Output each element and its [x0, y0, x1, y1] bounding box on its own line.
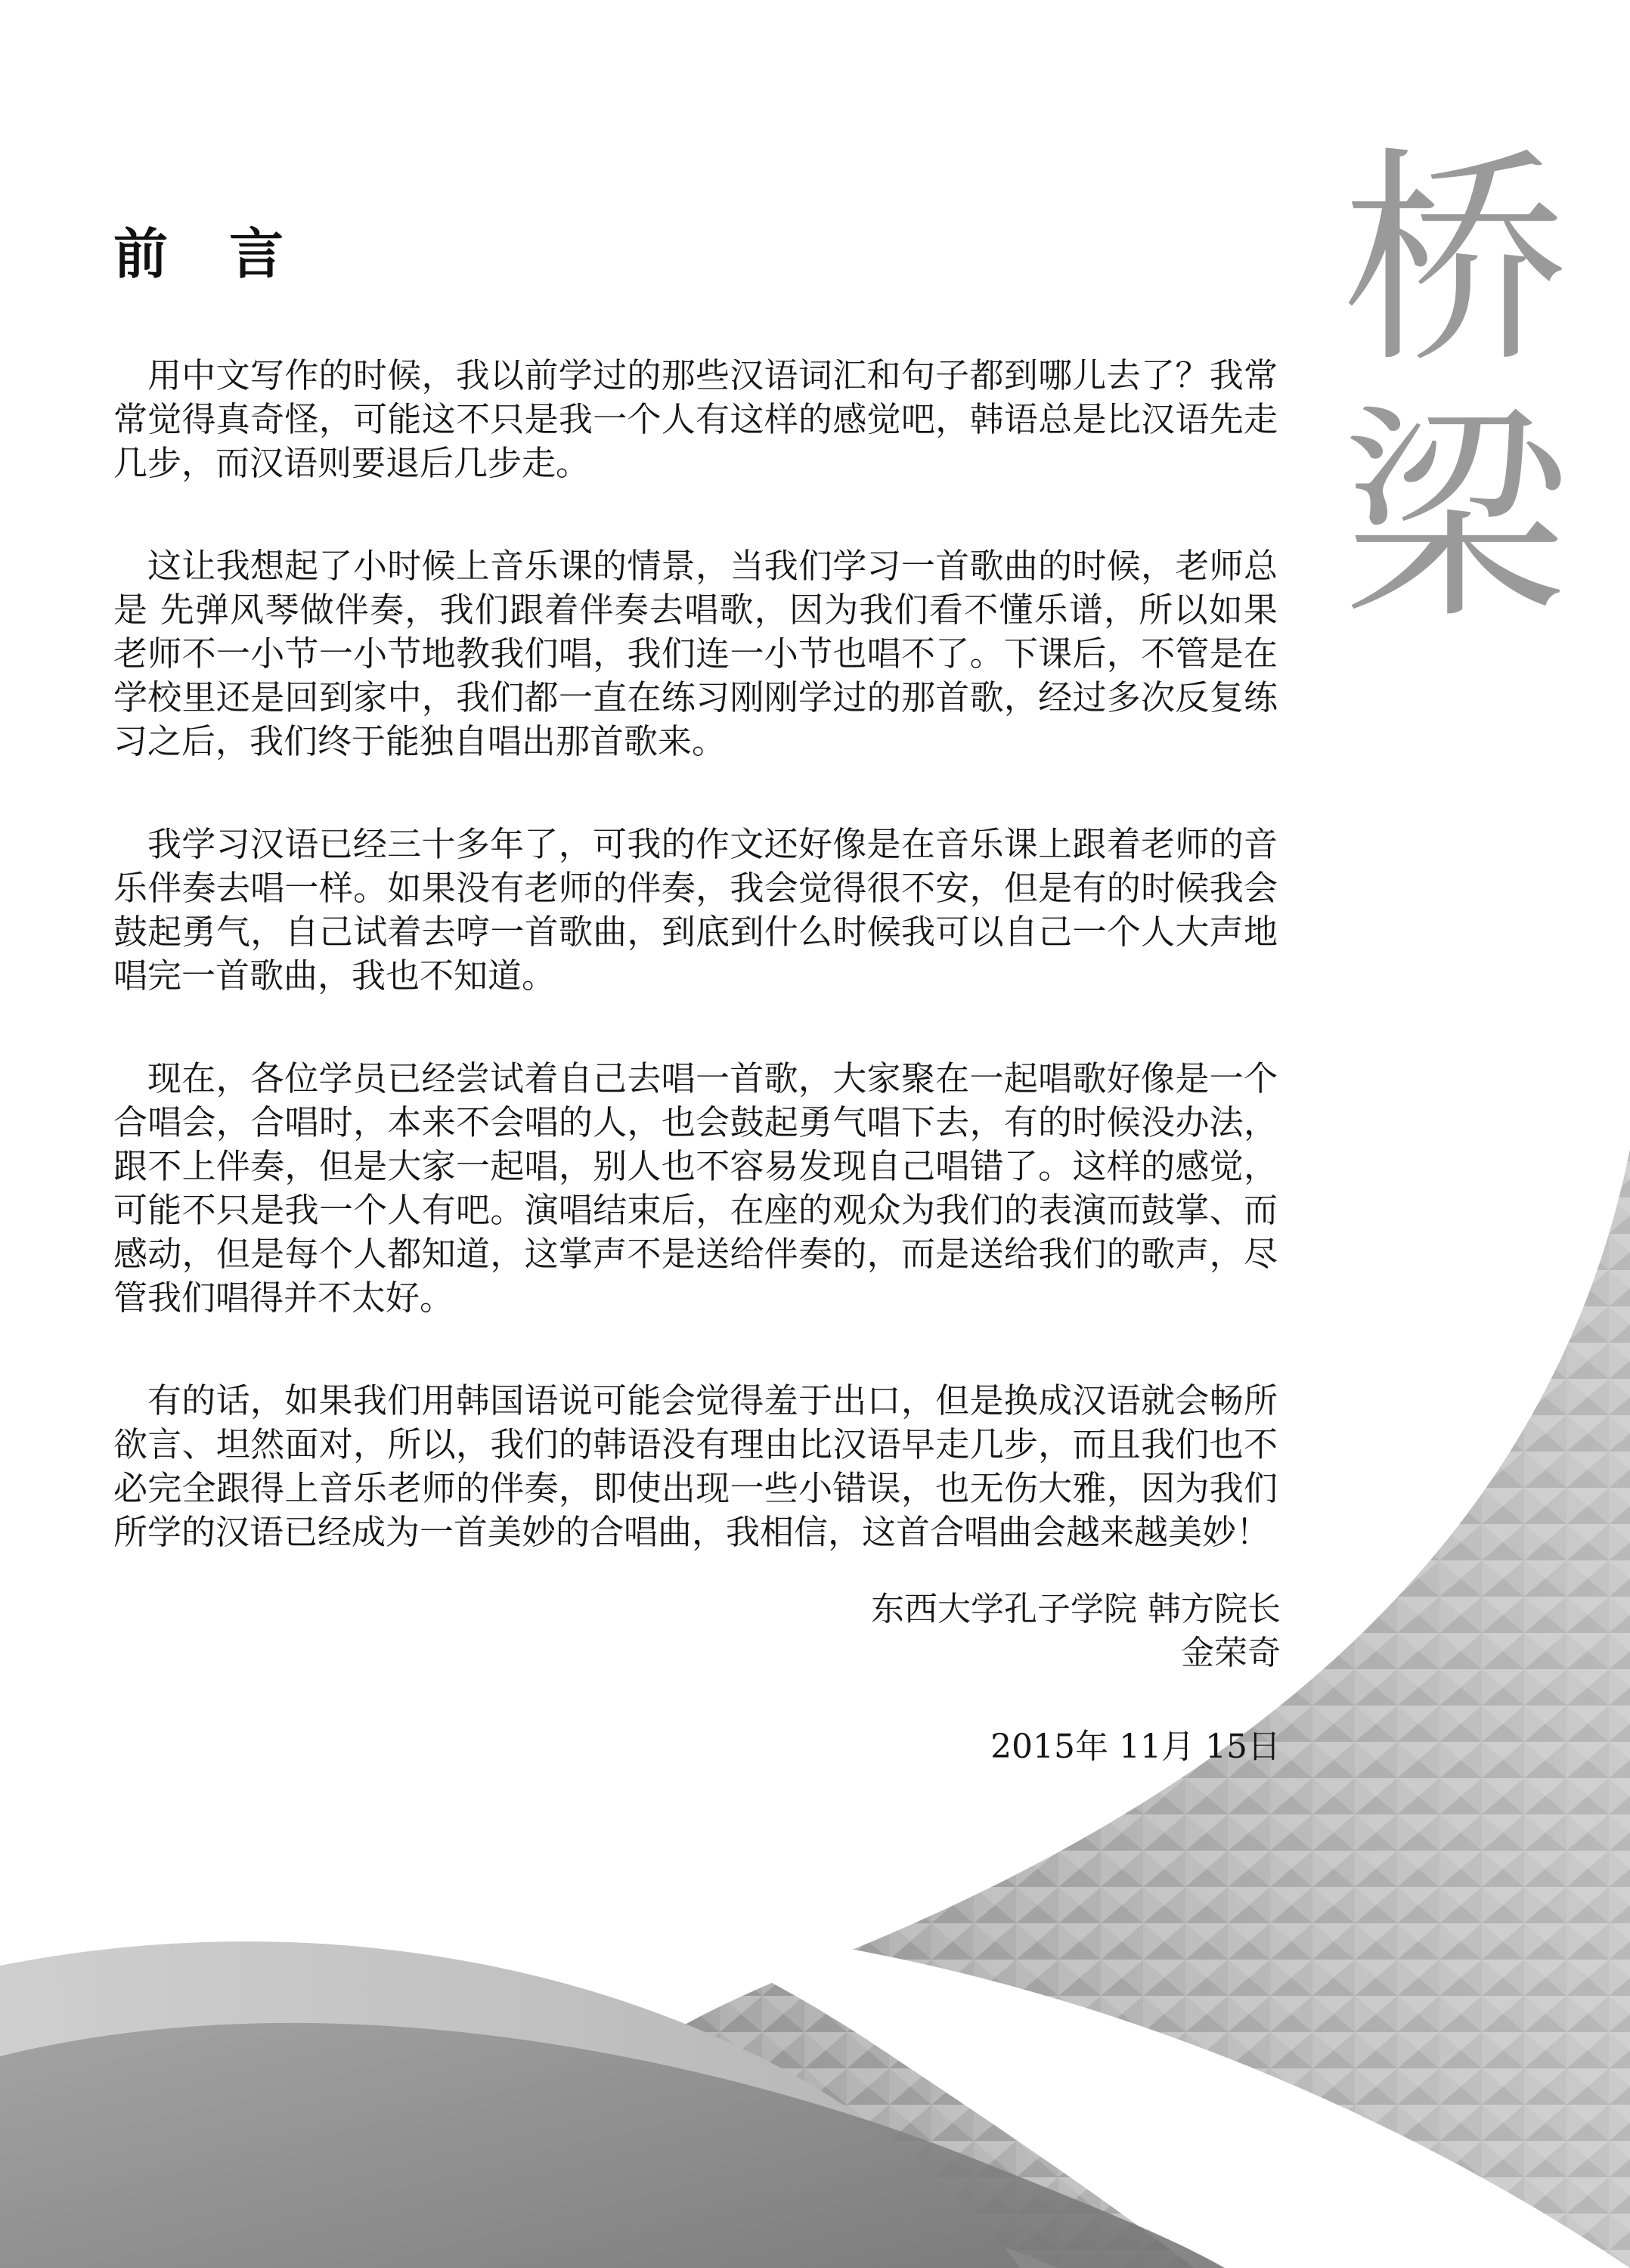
paragraph: 有的话，如果我们用韩国语说可能会觉得羞于出口，但是换成汉语就会畅所欲言、坦然面对，所以，我们的韩语没有理由比汉语早走几步，而且我们也不必完全跟得上音乐老师的伴奏，即使出现一些小错误，也无伤大雅，因为我们所学的汉语已经成为一首美妙的合唱曲，我相信，这首合唱曲会越来越美妙！	[113, 1380, 1278, 1552]
signature-name: 金荣奇	[1181, 1634, 1281, 1672]
preface-body	[113, 354, 1278, 1613]
signature-affiliation: 东西大学孔子学院 韩方院长	[871, 1590, 1281, 1628]
signature-block	[871, 1588, 1281, 1675]
side-title-char: 梁	[1342, 386, 1569, 649]
paragraph: 现在，各位学员已经尝试着自己去唱一首歌，大家聚在一起唱歌好像是一个合唱会，合唱时，本来不会唱的人，也会鼓起勇气唱下去，有的时候没办法，跟不上伴奏，但是大家一起唱，别人也不容易发现自己唱错了。这样的感觉，可能不只是我一个人有吧。演唱结束后，在座的观众为我们的表演而鼓掌、而感动，但是每个人都知道，这掌声不是送给伴奏的，而是送给我们的歌声，尽管我们唱得并不太好。	[113, 1058, 1278, 1318]
paragraph: 我学习汉语已经三十多年了，可我的作文还好像是在音乐课上跟着老师的音乐伴奏去唱一样。如果没有老师的伴奏，我会觉得很不安，但是有的时候我会鼓起勇气，自己试着去哼一首歌曲，到底到什么时候我可以自己一个人大声地唱完一首歌曲，我也不知道。	[113, 824, 1278, 996]
side-title-char: 桥	[1342, 129, 1569, 392]
signature-date: 2015年 11月 15日	[990, 1727, 1281, 1766]
paragraph: 这让我想起了小时候上音乐课的情景，当我们学习一首歌曲的时候，老师总是 先弹风琴做伴奏，我们跟着伴奏去唱歌，因为我们看不懂乐谱，所以如果老师不一小节一小节地教我们唱，我们连一小节也唱不了。下课后，不管是在学校里还是回到家中，我们都一直在练习刚刚学过的那首歌，经过多次反复练习之后，我们终于能独自唱出那首歌来。	[113, 546, 1278, 761]
vertical-side-title	[1319, 129, 1591, 662]
paragraph: 用中文写作的时候，我以前学过的那些汉语词汇和句子都到哪儿去了？我常常觉得真奇怪，可能这不只是我一个人有这样的感觉吧，韩语总是比汉语先走几步，而汉语则要退后几步走。	[113, 355, 1278, 483]
page-heading: 前 言	[113, 222, 305, 286]
